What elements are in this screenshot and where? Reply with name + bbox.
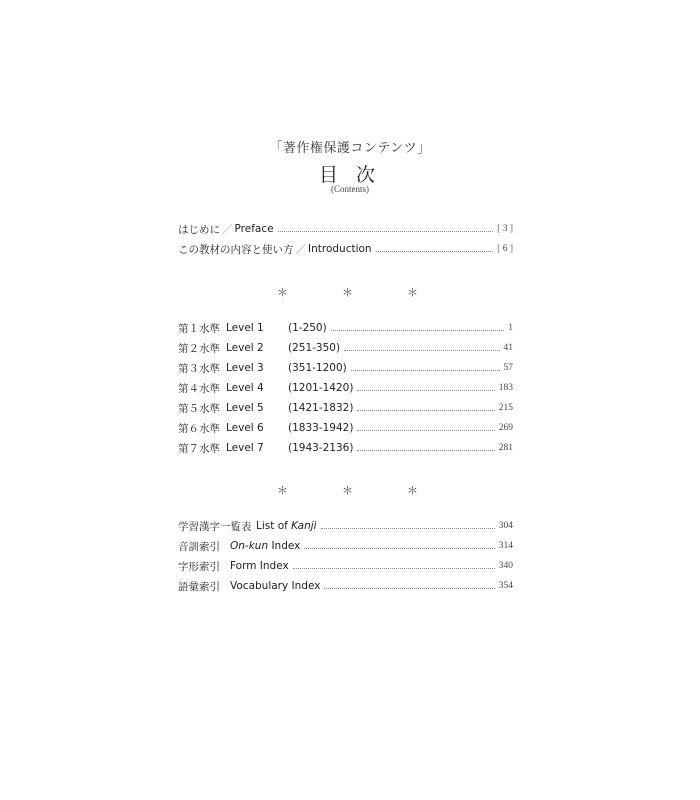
entry-page-number: 41 [503, 343, 513, 353]
toc-entry-level-4[interactable] [178, 378, 513, 398]
dot-leader [376, 251, 494, 252]
entry-page-number: 269 [498, 423, 513, 433]
index-label-en-italic: Kanji [291, 520, 317, 532]
toc-entry-introduction[interactable] [178, 239, 513, 259]
index-label-en-prefix: Vocabulary Index [230, 580, 321, 592]
index-label-jp: 字形索引 [178, 560, 220, 573]
toc-entry-level-7[interactable] [178, 438, 513, 458]
entry-label-jp: はじめに [178, 223, 220, 236]
entry-page-number: 281 [498, 443, 513, 453]
index-label-en-suffix: Index [268, 540, 301, 552]
toc-entry-vocabulary-index[interactable] [178, 576, 513, 596]
entry-label [178, 222, 274, 237]
dot-leader [293, 568, 495, 569]
entry-label [178, 401, 353, 416]
entry-label [178, 441, 353, 456]
dot-leader [357, 430, 494, 431]
level-label-jp: 第３水準 [178, 362, 220, 375]
toc-entry-level-1[interactable] [178, 318, 513, 338]
level-label-en: Level 6 [226, 422, 264, 434]
entry-label [178, 361, 347, 376]
level-range: (1421-1832) [288, 402, 354, 414]
dot-leader [344, 350, 499, 351]
entry-label [178, 579, 320, 594]
toc-entry-level-2[interactable] [178, 338, 513, 358]
level-label-en: Level 5 [226, 402, 264, 414]
entry-label-en: Preface [234, 223, 274, 235]
index-label-en-prefix: Form Index [230, 560, 289, 572]
asterisk-icon: ＊ [277, 484, 288, 497]
dot-leader [324, 588, 494, 589]
level-label-en: Level 7 [226, 442, 264, 454]
page-title: 目 次 [318, 164, 382, 186]
level-range: (351-1200) [288, 362, 347, 374]
asterisk-icon: ＊ [407, 286, 418, 299]
front-matter-list [178, 219, 513, 259]
entry-separator: ／ [222, 223, 233, 236]
entry-label [178, 539, 300, 554]
level-range: (1833-1942) [288, 422, 354, 434]
page-subtitle: (Contents) [331, 184, 369, 194]
entry-label [178, 341, 340, 356]
index-label-jp: 学習漢字一覧表 [178, 520, 252, 533]
entry-label-jp: この教材の内容と使い方 [178, 243, 294, 256]
entry-label [178, 519, 317, 534]
entry-label [178, 321, 327, 336]
asterisk-icon: ＊ [342, 286, 353, 299]
entry-page-number: 1 [508, 323, 513, 333]
level-range: (1201-1420) [288, 382, 354, 394]
level-range: (251-350) [288, 342, 341, 354]
toc-entry-level-5[interactable] [178, 398, 513, 418]
dot-leader [351, 370, 500, 371]
level-label-jp: 第５水準 [178, 402, 220, 415]
dot-leader [321, 528, 495, 529]
entry-page-number: [ 3 ] [497, 224, 513, 234]
dot-leader [357, 450, 494, 451]
level-label-en: Level 3 [226, 362, 264, 374]
entry-label [178, 559, 289, 574]
indexes-list [178, 516, 513, 596]
dot-leader [278, 231, 494, 232]
toc-entry-kanji-list[interactable] [178, 516, 513, 536]
entry-page-number: 314 [498, 541, 513, 551]
toc-entry-onkun-index[interactable] [178, 536, 513, 556]
index-label-en-italic: On-kun [230, 540, 269, 552]
entry-label [178, 381, 353, 396]
level-label-en: Level 4 [226, 382, 264, 394]
dot-leader [357, 410, 494, 411]
entry-label-en: Introduction [308, 243, 372, 255]
entry-page-number: 304 [498, 521, 513, 531]
entry-page-number: 57 [503, 363, 513, 373]
level-range: (1943-2136) [288, 442, 354, 454]
levels-list [178, 318, 513, 458]
section-divider [0, 482, 700, 496]
dot-leader [331, 330, 505, 331]
entry-page-number: 215 [498, 403, 513, 413]
toc-entry-level-6[interactable] [178, 418, 513, 438]
toc-entry-preface[interactable] [178, 219, 513, 239]
level-label-en: Level 1 [226, 322, 264, 334]
toc-entry-level-3[interactable] [178, 358, 513, 378]
entry-separator: ／ [295, 243, 306, 256]
level-range: (1-250) [288, 322, 327, 334]
entry-page-number: 340 [498, 561, 513, 571]
index-label-en-prefix: List of [256, 520, 292, 532]
toc-entry-form-index[interactable] [178, 556, 513, 576]
dot-leader [357, 390, 494, 391]
entry-page-number: 183 [498, 383, 513, 393]
asterisk-icon: ＊ [407, 484, 418, 497]
asterisk-icon: ＊ [277, 286, 288, 299]
copyright-notice: 「著作権保護コンテンツ」 [269, 141, 431, 156]
level-label-jp: 第２水準 [178, 342, 220, 355]
level-label-jp: 第７水準 [178, 442, 220, 455]
asterisk-icon: ＊ [342, 484, 353, 497]
index-label-jp: 語彙索引 [178, 580, 220, 593]
dot-leader [304, 548, 494, 549]
entry-page-number: 354 [498, 581, 513, 591]
level-label-en: Level 2 [226, 342, 264, 354]
level-label-jp: 第１水準 [178, 322, 220, 335]
entry-label [178, 242, 372, 257]
level-label-jp: 第６水準 [178, 422, 220, 435]
entry-label [178, 421, 353, 436]
level-label-jp: 第４水準 [178, 382, 220, 395]
entry-page-number: [ 6 ] [497, 244, 513, 254]
section-divider [0, 284, 700, 298]
index-label-jp: 音訓索引 [178, 540, 220, 553]
